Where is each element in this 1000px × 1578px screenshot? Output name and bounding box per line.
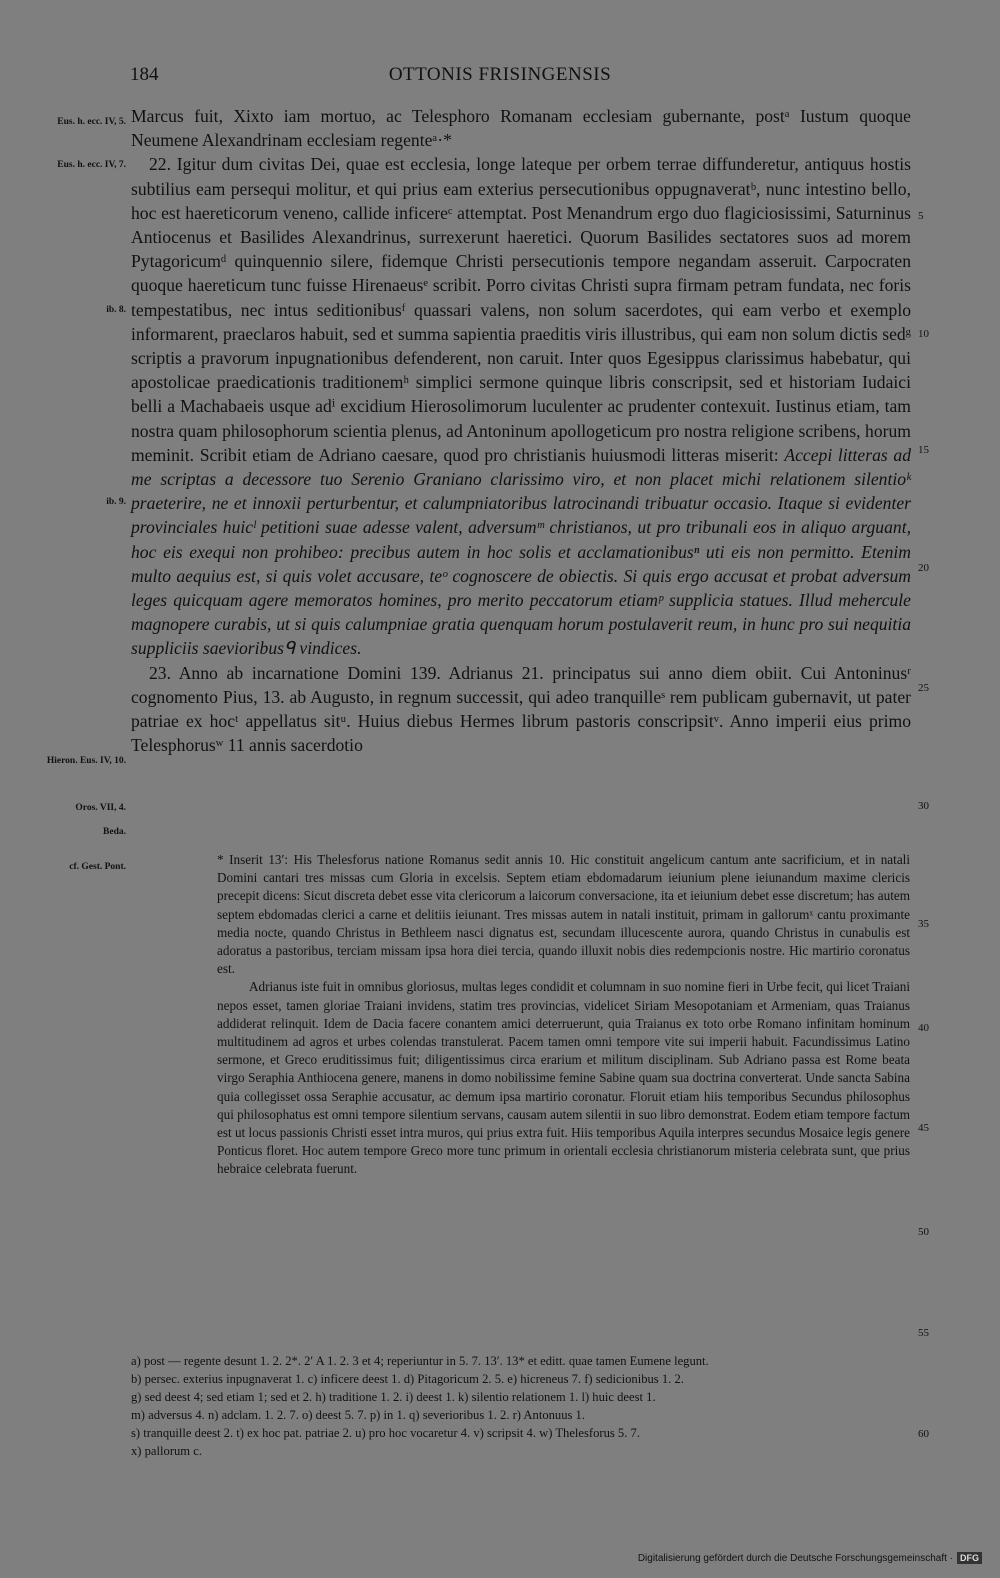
credit-text: Digitalisierung gefördert durch die Deutsche Forschungsgemeinschaft ·: [637, 1552, 953, 1564]
note-paragraph: * Inserit 13′: His Thelesforus natione Romanus sedit annis 10. Hic constituit angelicum cantum ante sacrificium, et in natali Domini cantari tres missas cum Gloria in excelsis. Septem etiam ebdomadarum ieiunium plene ieiunandum maxime clericis precepit dicens: Sicut discreta debet esse vita clericorum a laicorum conversacione, ita et ieiunium debet esse discretum; has autem septem ebdomadas clerici a carne et delitiis ieiunant. Tres missas autem in natali instituit, primam in gallorumˣ cantu proximante media nocte, quando Christus in Bethleem nasci dignatus est, secundam illucescente aurora, quando Christus in cunabulis est adoratus a pastoribus, terciam missam ipsa hora diei tercia, quando illuxit nobis dies redempcionis nostre. Hic martirio coronatus est.: [217, 852, 910, 977]
apparatus-line: m) adversus 4. n) adclam. 1. 2. 7. o) deest 5. 7. p) in 1. q) severioribus 1. 2. r) Antonuus 1.: [131, 1408, 585, 1422]
insertion-note: [217, 851, 910, 1179]
note-paragraph: Adrianus iste fuit in omnibus gloriosus, multas leges condidit et columnam in suo nomine fieri in Urbe fecit, qui licet Traiani nepos esset, tamen gloriae Traiani invidens, statim tres provincias, videlicet Siriam Mesopotaniam et Armeniam, quas Traianus addiderat relinquit. Idem de Dacia facere conantem amici deterruerunt, quia Traianus ex toto orbe Romano infinitam hominum multitudinem ad agros et urbes colendas transtulerat. Pacem tamen omni tempore vite sui imperii habuit. Facundissimus Latino sermone, et Greco eruditissimus fuit; diligentissimus circa erarium et militum disciplinam. Sub Adriano passa est Rome beata virgo Seraphia Anthiocena genere, manens in domo nobilissime femine Sabine quam sua doctrina converterat. Unde sancta Sabina quia collegisset ossa Seraphie accusatur, ac demum ipsa martirio coronatur. Floruit etiam hiis temporibus Secundus philosophus qui philosophatus est omni tempore silentium servans, causam autem silentii in suo libro demonstrat. Eodem etiam tempore factum est ut locus passionis Christi esset intra muros, qui prius extra fuit. Hiis temporibus Aquila interpres secundus Mosaice legis genere Ponticus floret. Hoc autem tempore Greco more tunc primum in orientali ecclesia christianorum misteria celebrata sunt, que prius hebraice celebrata fuerunt.: [217, 979, 910, 1177]
apparatus-line: a) post — regente desunt 1. 2. 2*. 2′ A 1. 2. 3 et 4; reperiuntur in 5. 7. 13′. 13* et editt. quae tamen Eumene legunt.: [131, 1354, 709, 1368]
paragraph: Marcus fuit, Xixto iam mortuo, ac Telesphoro Romanam ecclesiam gubernante, postᵃ Iustum quoque Neumene Alexandrinam ecclesiam regenteᵃ·*: [131, 106, 911, 151]
apparatus-line: b) persec. exterius inpugnaverat 1. c) inficere deest 1. d) Pitagoricum 2. 5. e) hicreneus 7. f) sedicionibus 1. 2.: [131, 1372, 684, 1386]
line-number: 55: [918, 1327, 929, 1339]
paragraph: [131, 152, 911, 660]
digitization-credit: [638, 1552, 982, 1564]
margin-ref: ib. 8.: [106, 305, 126, 315]
line-number: 5: [918, 210, 924, 222]
line-number: 35: [918, 918, 929, 930]
dfg-logo: DFG: [957, 1552, 982, 1564]
margin-ref: Eus. h. ecc. IV, 7.: [57, 160, 126, 170]
line-number: 60: [918, 1428, 929, 1440]
line-number: 25: [918, 682, 929, 694]
margin-ref: cf. Gest. Pont.: [69, 862, 126, 872]
margin-ref: Oros. VII, 4.: [75, 803, 126, 813]
apparatus-line: x) pallorum c.: [131, 1444, 202, 1458]
page-header: [0, 64, 1000, 94]
margin-ref: Hieron. Eus. IV, 10.: [46, 756, 126, 766]
margin-ref: ib. 9.: [106, 497, 126, 507]
page-number: 184: [130, 64, 159, 85]
running-title: OTTONIS FRISINGENSIS: [388, 64, 612, 85]
chapter-22-text: 22. Igitur dum civitas Dei, quae est ecclesia, longe lateque per orbem terrae diffunderetur, antiquus hostis subtilius eam persequi molitur, et qui prius eam exterius persecutionibus oppugnaveratᵇ, nunc intestino bello, hoc est haereticorum veneno, callide inficereᶜ attemptat. Post Menandrum ergo duo flagiciosissimi, Saturninus Antiocenus et Basilides Alexandrinus, surrexerunt haeretici. Quorum Basilides sectatores suos ad morem Pytagoricumᵈ quinquennio silere, fidemque Christi persecutionis tempore negandam asseruit. Carpocraten quoque haereticum tunc fuisse Hirenaeusᵉ scribit. Porro civitas Christi supra firmam petram fundata, nec foris tempestatibus, nec intus seditionibusᶠ quassari valens, non solum sacerdotes, qui eam verbo et exemplo informarent, praeclaros habuit, sed et summa sapientia praeditis viris illustribus, qui eam non solum dictis sedᵍ scriptis a pravorum inpugnationibus defenderent, non caruit. Inter quos Egesippus clarissimus habebatur, qui apostolicae praedicationis traditionemʰ simplici sermone quinque libris conscripsit, sed et historiam Iudaici belli a Machabaeis usque adⁱ excidium Hierosolimorum luculenter ac prudenter contexuit. Iustinus etiam, tam nostra quam philosophorum scientia plenus, ad Antoninum apollogeticum pro nostra religione scribens, horum meminit. Scribit etiam de Adriano caesare, quod pro christianis huiusmodi litteras miserit:: [131, 154, 911, 465]
apparatus-line: g) sed deest 4; sed etiam 1; sed et 2. h) traditione 1. 2. i) deest 1. k) silentio relationem 1. l) huic deest 1.: [131, 1390, 656, 1404]
quoted-letter: Accepi litteras ad me scriptas a decessore tuo Serenio Graniano clarissimo viro, et non placet michi relationem silentioᵏ praeterire, ne et innoxii perturbentur, et calumpniatoribus latrocinandi tribuatur occasio. Itaque si evidenter provinciales huicˡ petitioni suae adesse valent, adversumᵐ christianos, ut pro tribunali eos in aliquo arguant, hoc eis exequi non prohibeo: precibus autem in hoc solis et acclamationibusⁿ uti eis non permitto. Etenim multo aequius est, si quis volet accusare, teᵒ cognoscere de obiectis. Si quis ergo accusat et probat adversum leges quicquam agere memoratos homines, pro merito peccatorum etiamᵖ supplicia statues. Illud mehercule magnopere curabis, ut si quis calumpniae gratia quenquam horum postulaverit reum, in hunc pro sui nequitia suppliciis saevioribusᑫ vindices.: [131, 444, 911, 659]
line-number: 50: [918, 1226, 929, 1238]
paragraph: 23. Anno ab incarnatione Domini 139. Adrianus 21. principatus sui anno diem obiit. Cui Antoninusʳ cognomento Pius, 13. ab Augusto, in regnum successit, qui adeo tranquilleˢ rem publicam gubernavit, ut pater patriae ex hocᵗ appellatus sitᵘ. Huius diebus Hermes librum pastoris conscripsitᵛ. Anno imperii eius primo Telesphorusʷ 11 annis sacerdotio: [131, 662, 911, 756]
line-number: 30: [918, 800, 929, 812]
line-number: 15: [918, 444, 929, 456]
line-number: 45: [918, 1122, 929, 1134]
margin-ref: Eus. h. ecc. IV, 5.: [57, 117, 126, 127]
line-number: 20: [918, 562, 929, 574]
main-text: [131, 104, 911, 757]
critical-apparatus: [131, 1352, 911, 1460]
apparatus-line: s) tranquille deest 2. t) ex hoc pat. patriae 2. u) pro hoc vocaretur 4. v) scripsit 4. w) Thelesforus 5. 7.: [131, 1426, 640, 1440]
margin-ref: Beda.: [103, 827, 126, 837]
line-number: 10: [918, 328, 929, 340]
line-number: 40: [918, 1022, 929, 1034]
